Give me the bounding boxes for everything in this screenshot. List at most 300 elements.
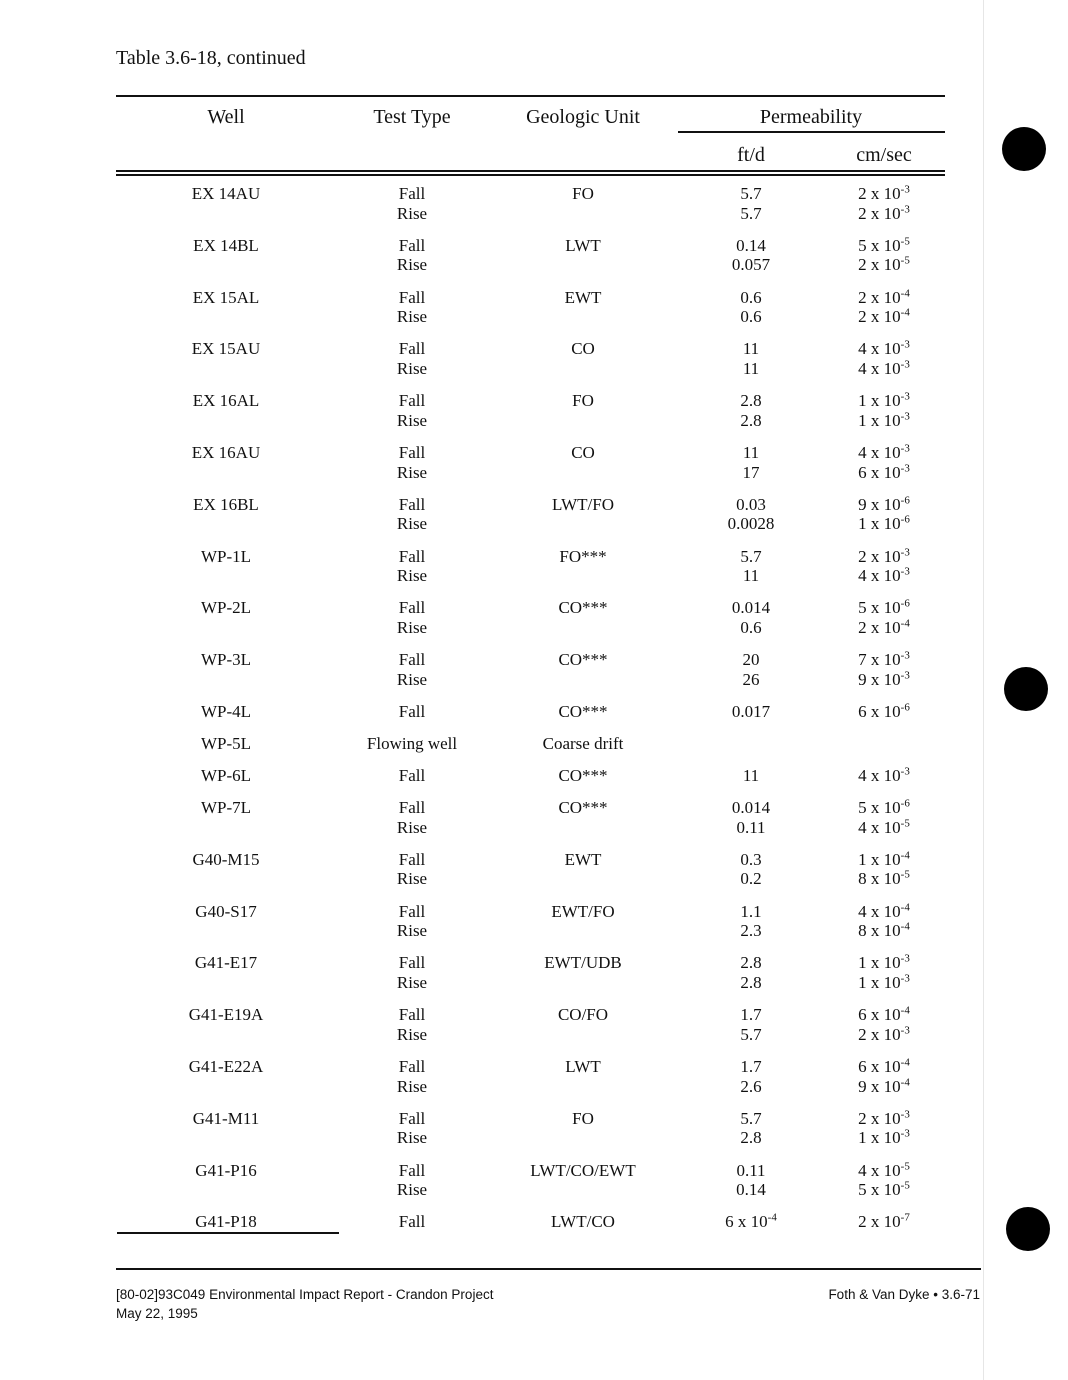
perm-ftd [740,1057,761,1077]
exponent: -3 [900,461,910,474]
exponent: -5 [900,1159,910,1172]
perm-ftd [743,443,759,463]
test-type [397,359,427,379]
well-id-text: EX 16BL [193,494,259,514]
test-type [397,921,427,941]
test-type-text: Fall [398,546,426,566]
perm-cmsec [858,514,910,534]
exponent: -3 [900,649,910,662]
test-type [399,1212,425,1232]
geologic-unit [551,1212,615,1232]
perm-ftd-text: 11 [742,443,760,462]
exponent: -3 [900,545,910,558]
exponent: -3 [900,358,910,371]
perm-cmsec-text: 8 x 10 [858,869,901,889]
perm-ftd [743,566,759,586]
test-type [397,463,427,483]
test-type-text: Rise [396,618,428,637]
perm-ftd [743,463,760,483]
geologic-unit-text: EWT [564,849,602,869]
perm-cmsec-text: 2 x 10 [858,307,901,327]
perm-cmsec [858,1057,910,1077]
geologic-unit-text: CO*** [558,702,608,721]
perm-cmsec [858,1109,910,1129]
perm-cmsec [858,1005,910,1025]
perm-cmsec [858,953,910,973]
test-type-text: Rise [396,973,428,992]
perm-ftd-text: 0.057 [731,255,771,275]
perm-cmsec-text: 1 x 10 [858,849,901,869]
test-type [399,391,425,411]
well-id-text: WP-1L [200,546,252,566]
perm-ftd [740,921,761,941]
perm-ftd [740,953,761,973]
test-type [399,236,425,256]
exponent: -5 [900,1179,910,1192]
exponent: -5 [900,816,910,829]
exponent: -4 [900,1075,910,1088]
test-type-text: Rise [396,669,428,689]
perm-cmsec [858,702,910,722]
perm-ftd-text: 0.017 [731,702,771,721]
geologic-unit-text: LWT [565,1057,601,1076]
permeability-rule [678,131,945,133]
perm-cmsec-text: 4 x 10 [858,359,901,378]
test-type [399,443,425,463]
well-id [201,598,251,618]
perm-cmsec [858,670,910,690]
punch-hole [1002,127,1046,171]
test-type [397,818,427,838]
geologic-unit-text: CO/FO [557,1005,609,1025]
perm-cmsec-text: 2 x 10 [858,618,901,637]
well-id-text: EX 14BL [193,235,259,255]
test-type [399,1005,425,1025]
exponent: -3 [900,202,910,215]
exponent: -5 [900,254,910,267]
well-id-text: WP-3L [200,650,252,670]
well-id-text: EX 14AU [191,184,261,203]
well-id-text: G41-E19A [188,1005,264,1025]
perm-cmsec [858,1161,910,1181]
perm-cmsec [858,650,910,670]
geologic-unit-text: FO*** [559,546,607,566]
well-id-text: G41-M11 [192,1108,260,1128]
perm-ftd [732,798,770,818]
well-id-text: G40-S17 [195,901,257,921]
well-id-text: EX 16AL [192,391,260,411]
footer-date: May 22, 1995 [116,1306,198,1321]
perm-cmsec [858,1212,910,1232]
exponent: -3 [900,442,910,455]
test-type-text: Fall [398,339,426,359]
perm-cmsec [858,798,910,818]
geologic-unit [559,547,606,567]
well-id-text: EX 15AU [191,339,261,359]
perm-ftd-text: 1.7 [740,1005,762,1025]
perm-ftd-text: 2.8 [740,1128,762,1148]
perm-ftd [736,1180,766,1200]
well-id [201,766,251,786]
perm-ftd-text: 0.2 [740,869,762,889]
perm-cmsec [858,547,910,567]
exponent: -4 [767,1211,777,1224]
test-type-text: Rise [396,566,428,586]
perm-cmsec [858,495,910,515]
test-type [399,650,425,670]
test-type-text: Rise [396,1180,428,1200]
test-type-text: Rise [396,817,428,837]
exponent: -6 [900,513,910,526]
test-type-text: Rise [396,1128,428,1148]
perm-ftd-text: 1.7 [740,1057,762,1076]
test-type [397,1077,427,1097]
perm-ftd-text: 2.8 [740,953,762,973]
geologic-unit [571,339,595,359]
exponent: -5 [900,235,910,248]
perm-cmsec [858,184,910,204]
perm-cmsec [858,255,910,275]
perm-ftd [736,818,765,838]
test-type [397,307,427,327]
well-id-text: WP-6L [200,766,252,785]
perm-cmsec [858,391,910,411]
perm-ftd [740,411,761,431]
perm-cmsec-text: 1 x 10 [858,973,901,992]
perm-cmsec [858,236,910,256]
well-id-text: G41-E22A [188,1057,264,1076]
perm-cmsec-text: 6 x 10 [858,702,901,721]
well-id-text: G41-P16 [195,1160,257,1180]
test-type [399,798,425,818]
geologic-unit [530,1161,635,1181]
perm-cmsec [858,850,910,870]
exponent: -3 [900,410,910,423]
test-type-text: Fall [398,443,426,462]
test-type [397,869,427,889]
exponent: -3 [900,1024,910,1037]
perm-cmsec [858,1180,910,1200]
test-type-text: Rise [396,307,428,327]
well-id [201,702,251,722]
perm-cmsec [858,618,910,638]
geologic-unit [565,236,601,256]
perm-cmsec [858,288,910,308]
geologic-unit [558,1005,608,1025]
geologic-unit [543,734,624,754]
geologic-unit-text: Coarse drift [542,734,624,753]
exponent: -3 [900,183,910,196]
page-edge [983,0,984,1380]
perm-ftd-text: 0.6 [740,307,762,327]
well-id [201,650,251,670]
test-type [397,973,427,993]
geologic-unit-text: CO*** [558,598,608,618]
geologic-unit-text: CO*** [558,798,608,817]
well-id-text: G41-E17 [194,953,258,973]
test-type-text: Fall [398,184,426,203]
exponent: -4 [900,617,910,630]
exponent: -3 [900,565,910,578]
perm-ftd-text: 2.3 [740,921,762,941]
perm-cmsec [858,411,910,431]
well-id [201,798,251,818]
perm-ftd-text: 5.7 [740,1024,762,1044]
geologic-unit-text: EWT/UDB [544,953,622,973]
perm-ftd [743,766,759,786]
well-id-text: G40-M15 [192,849,260,869]
perm-ftd-text: 0.6 [740,287,762,307]
test-type [397,514,427,534]
perm-cmsec [858,307,910,327]
test-type-text: Fall [398,494,426,514]
perm-cmsec-text: 7 x 10 [858,650,901,670]
geologic-unit [572,1109,594,1129]
perm-cmsec-text: 2 x 10 [858,184,901,203]
perm-ftd [743,650,760,670]
table-end-rule [117,1232,339,1234]
perm-cmsec [858,463,910,483]
perm-ftd-text: 0.014 [731,598,771,618]
perm-ftd [740,184,761,204]
test-type [399,288,425,308]
perm-ftd-text: 26 [742,669,760,689]
geologic-unit-text: CO*** [558,766,608,785]
perm-cmsec-text: 1 x 10 [858,410,901,430]
perm-ftd-text: 0.14 [736,1180,766,1200]
well-id [195,902,256,922]
perm-ftd [743,670,760,690]
perm-ftd-text: 0.11 [736,1160,766,1180]
test-type [399,495,425,515]
perm-ftd-text: 2.8 [740,391,762,411]
perm-ftd-text: 11 [742,359,760,378]
perm-cmsec [858,1077,910,1097]
geologic-unit [558,702,607,722]
well-id [193,391,260,411]
perm-cmsec-text: 4 x 10 [858,339,901,359]
exponent: -3 [900,952,910,965]
test-type-text: Fall [398,1160,426,1180]
perm-ftd-text: 11 [742,766,760,785]
exponent: -4 [900,286,910,299]
perm-cmsec-text: 2 x 10 [858,1024,901,1044]
test-type-text: Fall [398,1005,426,1025]
test-type-text: Fall [398,598,426,618]
perm-cmsec [858,869,910,889]
exponent: -3 [900,338,910,351]
well-id-text: G41-P18 [195,1212,257,1232]
footer-left-line1: [80-02]93C049 Environmental Impact Report - Crandon Project [116,1287,494,1302]
perm-cmsec [858,359,910,379]
exponent: -3 [900,1108,910,1121]
well-id-text: WP-5L [200,734,252,753]
perm-ftd-text: 0.11 [736,817,766,837]
header-geologic-unit: Geologic Unit [526,106,640,128]
test-type-text: Fall [398,1057,426,1076]
exponent: -4 [900,306,910,319]
well-id [193,1109,259,1129]
table-top-rule [116,95,945,97]
perm-cmsec-text: 9 x 10 [858,494,901,514]
perm-cmsec [858,204,910,224]
perm-ftd-text: 0.3 [740,849,762,869]
test-type-text: Rise [396,1076,428,1096]
test-type-text: Flowing well [366,734,458,753]
perm-ftd-text: 11 [742,339,760,359]
perm-ftd-text: 5.7 [740,203,762,223]
exponent: -6 [900,494,910,507]
perm-cmsec-text: 2 x 10 [858,287,901,307]
well-id [193,495,259,515]
perm-cmsec [858,443,910,463]
perm-ftd [740,902,761,922]
perm-cmsec-text: 2 x 10 [858,1212,901,1232]
perm-ftd [740,1109,761,1129]
perm-cmsec-text: 6 x 10 [858,462,901,482]
perm-ftd [743,339,759,359]
well-id [192,184,260,204]
perm-ftd-text: 20 [742,650,760,670]
perm-cmsec-text: 5 x 10 [858,235,901,255]
well-id [192,850,259,870]
well-id [189,1005,264,1025]
test-type-text: Rise [396,462,428,482]
test-type-text: Fall [398,901,426,921]
header-permeability: Permeability [759,106,863,128]
perm-cmsec [858,598,910,618]
test-type [399,850,425,870]
perm-ftd-text: 2.6 [740,1076,762,1096]
exponent: -4 [900,849,910,862]
header-rule-2 [116,174,945,176]
perm-cmsec-text: 1 x 10 [858,514,901,534]
perm-cmsec-text: 2 x 10 [858,203,901,223]
perm-ftd-text: 5.7 [740,1108,762,1128]
punch-hole [1006,1207,1050,1251]
perm-cmsec-text: 1 x 10 [858,391,901,411]
perm-cmsec-text: 1 x 10 [858,1128,901,1148]
perm-ftd-text: 0.014 [731,798,771,817]
test-type-text: Rise [396,255,428,275]
perm-ftd [732,702,770,722]
exponent: -6 [900,797,910,810]
test-type [397,670,427,690]
geologic-unit-text: FO [572,1108,594,1128]
perm-ftd [725,1212,777,1232]
geologic-unit-text: LWT [565,235,601,255]
perm-ftd-text: 0.0028 [727,514,775,534]
perm-ftd-text: 5.7 [740,546,762,566]
geologic-unit [558,766,607,786]
perm-ftd-text: 2.8 [740,973,762,992]
well-id [193,288,260,308]
geologic-unit [552,495,614,515]
geologic-unit-text: EWT [564,287,602,307]
perm-cmsec-text: 1 x 10 [858,953,901,973]
perm-cmsec-text: 5 x 10 [858,1180,901,1200]
exponent: -7 [900,1211,910,1224]
perm-cmsec [858,818,910,838]
perm-ftd-text: 17 [742,462,760,482]
perm-cmsec [858,339,910,359]
perm-ftd [732,598,770,618]
exponent: -4 [900,920,910,933]
perm-cmsec-text: 5 x 10 [858,598,901,618]
perm-ftd-text: 2.8 [740,410,762,430]
footer-right: Foth & Van Dyke • 3.6-71 [828,1287,980,1302]
perm-ftd [740,618,761,638]
test-type [399,766,425,786]
perm-ftd [740,1077,761,1097]
perm-cmsec-text: 9 x 10 [858,669,901,689]
geologic-unit-text: FO [572,391,594,411]
perm-ftd [743,359,759,379]
perm-ftd [736,495,766,515]
test-type [397,618,427,638]
geologic-unit-text: CO*** [558,650,608,670]
test-type-text: Fall [398,849,426,869]
test-type-text: Rise [396,869,428,889]
perm-ftd-text: 0.6 [740,618,762,637]
perm-ftd [728,514,775,534]
geologic-unit-text: LWT/CO/EWT [530,1160,636,1180]
geologic-unit [572,184,594,204]
test-type-text: Fall [398,287,426,307]
perm-ftd [732,255,770,275]
perm-cmsec [858,1128,910,1148]
perm-cmsec-text: 5 x 10 [858,798,901,817]
test-type-text: Rise [396,203,428,223]
geologic-unit-text: CO [571,339,595,359]
perm-cmsec-text: 4 x 10 [858,817,901,837]
geologic-unit-text: LWT/FO [551,494,615,514]
perm-cmsec [858,921,910,941]
well-id [189,1057,264,1077]
well-id [195,1212,256,1232]
perm-cmsec-text: 8 x 10 [858,921,901,941]
header-rule-1 [116,170,945,172]
perm-ftd [740,973,761,993]
test-type-text: Fall [398,1212,426,1232]
perm-cmsec-text: 2 x 10 [858,546,901,566]
test-type [399,598,425,618]
test-type [399,547,425,567]
perm-ftd-text: 11 [742,566,760,586]
exponent: -4 [900,900,910,913]
perm-cmsec-text: 4 x 10 [858,443,901,462]
test-type [399,953,425,973]
test-type [397,204,427,224]
test-type-text: Fall [398,235,426,255]
test-type [397,411,427,431]
test-type [399,184,425,204]
test-type-text: Rise [396,359,428,378]
geologic-unit-text: EWT/FO [551,901,615,921]
geologic-unit [551,902,614,922]
perm-ftd [740,1025,761,1045]
perm-ftd-text: 6 x 10 [725,1212,768,1232]
perm-ftd [740,204,761,224]
well-id [195,953,257,973]
perm-ftd [740,850,761,870]
exponent: -3 [900,1127,910,1140]
geologic-unit [565,850,602,870]
well-id [193,236,259,256]
perm-ftd [740,547,761,567]
well-id [192,339,260,359]
exponent: -6 [900,597,910,610]
